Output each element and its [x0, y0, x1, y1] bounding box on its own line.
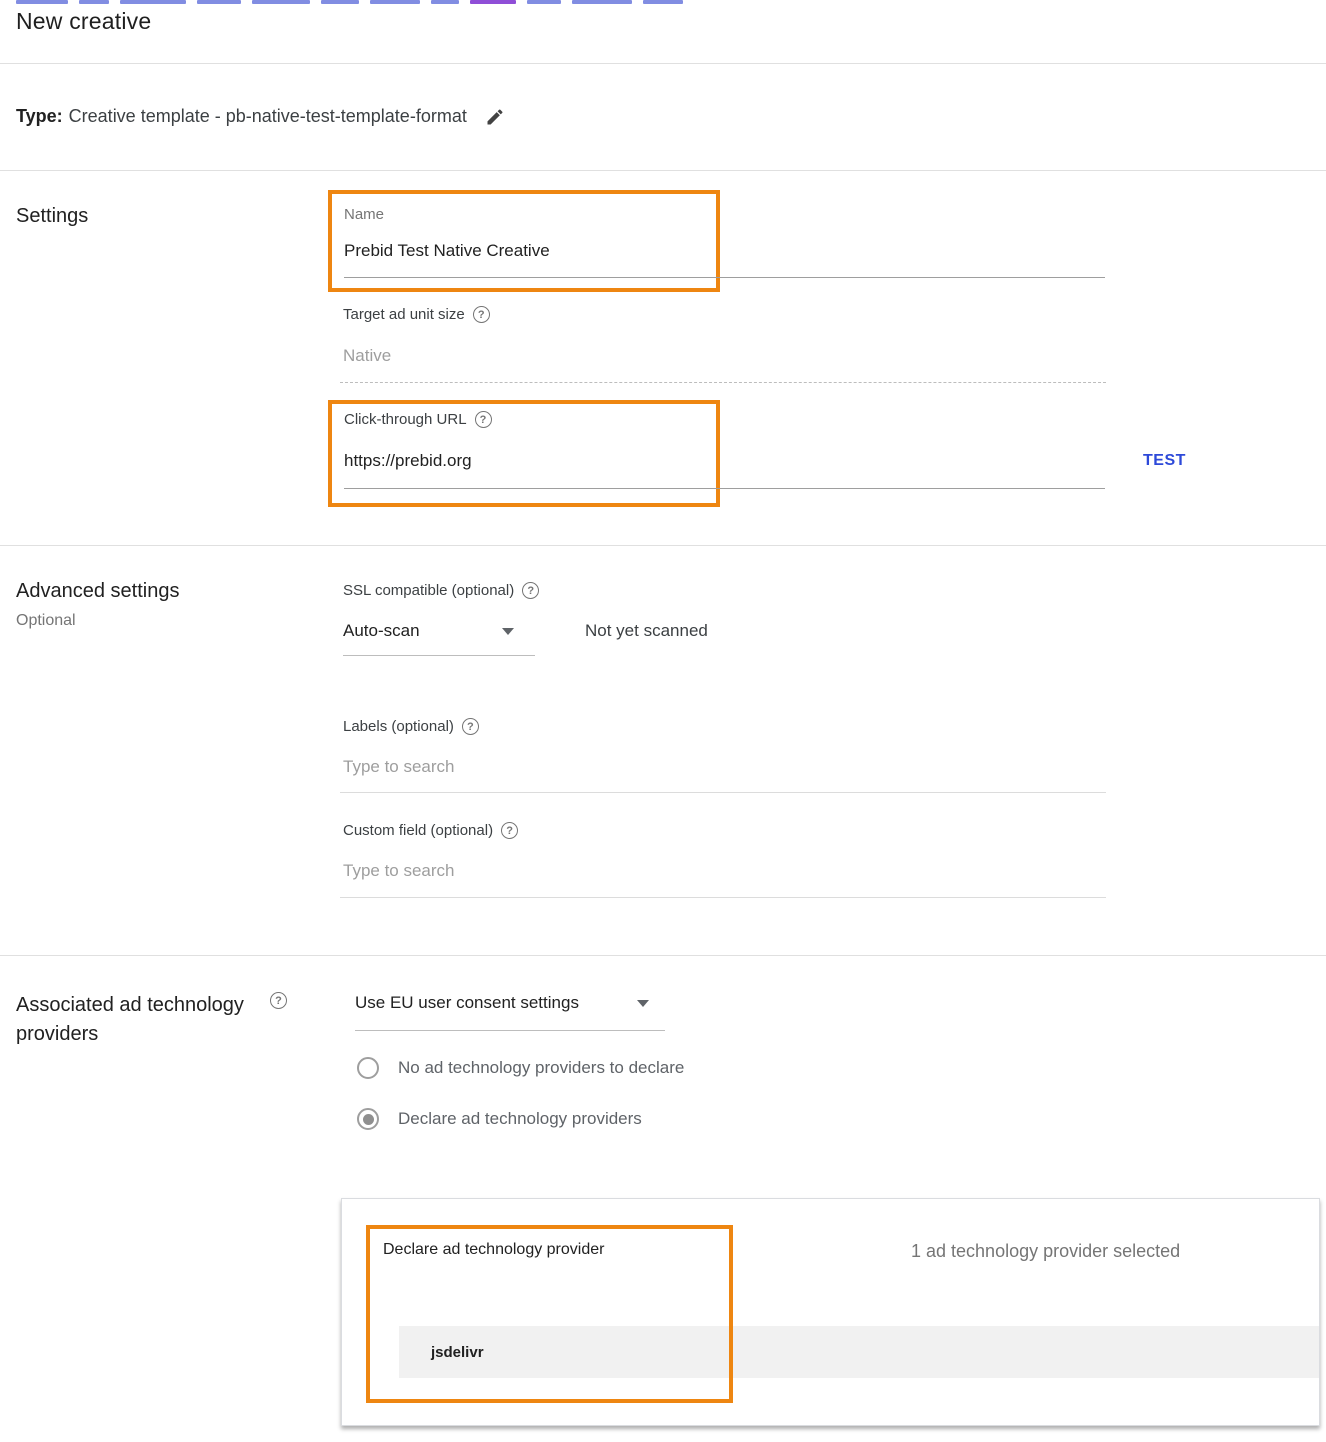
ssl-dropdown-underline	[343, 655, 535, 656]
type-label: Type:	[16, 106, 63, 126]
type-value: Creative template - pb-native-test-template-format	[68, 106, 467, 126]
divider	[0, 955, 1326, 956]
radio-declare-providers[interactable]	[357, 1108, 642, 1130]
radio-button-icon[interactable]	[357, 1057, 379, 1079]
advanced-settings-optional-label: Optional	[16, 612, 76, 629]
custom-field-label-text: Custom field (optional)	[343, 822, 494, 839]
help-circle-icon[interactable]: ?	[270, 992, 287, 1009]
name-input[interactable]: Prebid Test Native Creative	[344, 241, 550, 260]
chevron-down-icon[interactable]	[637, 1000, 649, 1007]
click-through-url-input[interactable]: https://prebid.org	[344, 451, 472, 470]
target-ad-unit-size-label-text: Target ad unit size	[343, 306, 465, 323]
eu-consent-underline	[355, 1030, 665, 1031]
help-circle-icon[interactable]: ?	[475, 411, 492, 428]
radio-button-selected-icon[interactable]	[357, 1108, 379, 1130]
breadcrumb-clipped	[16, 0, 746, 6]
creative-type-row	[16, 106, 505, 127]
ssl-compatible-dropdown[interactable]: Auto-scan	[343, 621, 420, 640]
radio-label: No ad technology providers to declare	[398, 1058, 685, 1077]
click-through-url-underline	[344, 488, 1105, 489]
radio-no-providers[interactable]	[357, 1057, 684, 1079]
pencil-icon	[485, 111, 505, 131]
settings-section-label: Settings	[16, 205, 89, 227]
ssl-compatible-label	[343, 582, 539, 599]
target-ad-unit-size-value: Native	[343, 346, 392, 365]
declare-provider-label: Declare ad technology provider	[383, 1241, 605, 1258]
provider-list-item[interactable]	[399, 1326, 1319, 1378]
ssl-scan-status: Not yet scanned	[585, 621, 708, 640]
advanced-settings-section-label: Advanced settings	[16, 580, 180, 602]
custom-field-search-input[interactable]: Type to search	[343, 861, 455, 880]
providers-selected-summary: 1 ad technology provider selected	[911, 1241, 1181, 1261]
labels-field-label-text: Labels (optional)	[343, 718, 454, 735]
ssl-compatible-label-text: SSL compatible (optional)	[343, 582, 515, 599]
custom-field-underline	[340, 897, 1106, 898]
labels-search-input[interactable]: Type to search	[343, 757, 455, 776]
radio-label: Declare ad technology providers	[398, 1109, 642, 1128]
help-circle-icon[interactable]: ?	[501, 822, 518, 839]
divider	[0, 170, 1326, 171]
test-url-button[interactable]: TEST	[1143, 452, 1186, 469]
click-through-url-label	[344, 411, 492, 428]
labels-field-label	[343, 718, 479, 735]
click-through-url-label-text: Click-through URL	[344, 411, 467, 428]
target-ad-unit-size-underline	[340, 382, 1106, 383]
declare-providers-card	[341, 1198, 1320, 1426]
associated-providers-section-label: Associated ad technology providers	[16, 994, 244, 1045]
name-field-label: Name	[344, 206, 385, 223]
chevron-down-icon[interactable]	[502, 628, 514, 635]
divider	[0, 545, 1326, 546]
custom-field-label	[343, 822, 518, 839]
help-circle-icon[interactable]: ?	[522, 582, 539, 599]
divider	[0, 63, 1326, 64]
target-ad-unit-size-label	[343, 306, 490, 323]
eu-consent-dropdown[interactable]: Use EU user consent settings	[355, 993, 579, 1012]
page-title: New creative	[16, 8, 152, 34]
name-input-underline	[344, 277, 1105, 278]
help-circle-icon[interactable]: ?	[473, 306, 490, 323]
provider-name: jsdelivr	[431, 1343, 484, 1361]
labels-input-underline	[340, 792, 1106, 793]
help-circle-icon[interactable]: ?	[462, 718, 479, 735]
edit-type-button[interactable]	[485, 107, 505, 127]
